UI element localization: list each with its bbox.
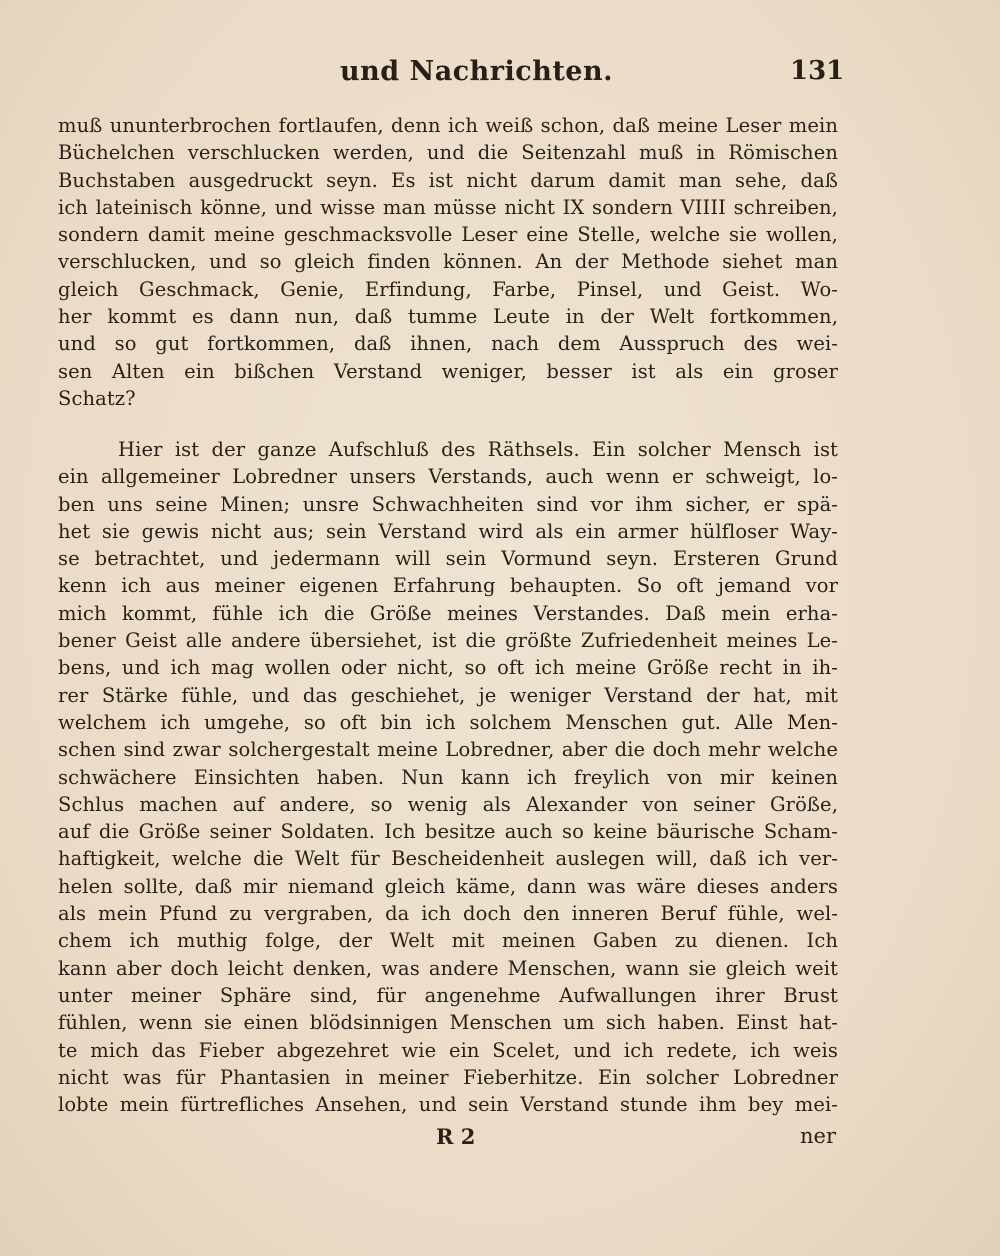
text-line: se betrachtet, und jedermann will sein Vormund seyn. Ersteren Grund: [58, 547, 838, 571]
text-line: schen sind zwar solchergestalt meine Lobredner, aber die doch mehr welche: [58, 738, 838, 762]
text-line: ein allgemeiner Lobredner unsers Verstands, auch wenn er schweigt, lo-: [58, 465, 838, 489]
text-line: bener Geist alle andere übersiehet, ist die größte Zufriedenheit meines Le-: [58, 629, 838, 653]
text-line: mich kommt, fühle ich die Größe meines Verstandes. Daß mein erha-: [58, 601, 838, 625]
paragraph-2: [58, 436, 838, 1118]
text-line: Büchelchen verschlucken werden, und die Seitenzahl muß in Römischen: [58, 141, 838, 165]
text-line: Buchstaben ausgedruckt seyn. Es ist nicht darum damit man sehe, daß: [58, 168, 838, 192]
text-line: auf die Größe seiner Soldaten. Ich besitze auch so keine bäurische Scham-: [58, 820, 838, 844]
text-line: sen Alten ein bißchen Verstand weniger, besser ist als ein groser: [58, 359, 838, 383]
text-line: helen sollte, daß mir niemand gleich käme, dann was wäre dieses anders: [58, 874, 838, 898]
paragraph-1: [58, 112, 838, 412]
text-line: nicht was für Phantasien in meiner Fieberhitze. Ein solcher Lobredner: [58, 1065, 838, 1089]
text-line: als mein Pfund zu vergraben, da ich doch den inneren Beruf fühle, wel-: [58, 902, 838, 926]
page-number: 131: [790, 56, 845, 86]
running-title: und Nachrichten.: [340, 56, 614, 87]
running-head: [0, 56, 1000, 96]
text-line: unter meiner Sphäre sind, für angenehme Aufwallungen ihrer Brust: [58, 983, 838, 1007]
text-line: muß ununterbrochen fortlaufen, denn ich weiß schon, daß meine Leser mein: [58, 114, 838, 137]
catchword: ner: [800, 1124, 836, 1148]
text-line: Schatz?: [58, 386, 136, 410]
text-line: haftigkeit, welche die Welt für Bescheidenheit auslegen will, daß ich ver-: [58, 847, 838, 871]
printer-signature: R 2: [436, 1124, 476, 1149]
text-line: sondern damit meine geschmacksvolle Leser eine Stelle, welche sie wollen,: [58, 223, 838, 247]
text-line: verschlucken, und so gleich finden können. An der Methode siehet man: [58, 250, 838, 274]
text-line: her kommt es dann nun, daß tumme Leute in der Welt fortkommen,: [58, 305, 838, 329]
text-line: Schlus machen auf andere, so wenig als Alexander von seiner Größe,: [58, 792, 838, 816]
text-line: Hier ist der ganze Aufschluß des Räthsels. Ein solcher Mensch ist: [118, 438, 838, 461]
text-line: ben uns seine Minen; unsre Schwachheiten sind vor ihm sicher, er spä-: [58, 492, 838, 516]
text-line: bens, und ich mag wollen oder nicht, so oft ich meine Größe recht in ih-: [58, 656, 838, 680]
text-line: gleich Geschmack, Genie, Erfindung, Farbe, Pinsel, und Geist. Wo-: [58, 277, 838, 301]
text-line: schwächere Einsichten haben. Nun kann ich freylich von mir keinen: [58, 765, 838, 789]
text-line: te mich das Fieber abgezehret wie ein Scelet, und ich redete, ich weis: [58, 1038, 838, 1062]
text-line: und so gut fortkommen, daß ihnen, nach dem Ausspruch des wei-: [58, 332, 838, 356]
text-line: kann aber doch leicht denken, was andere Menschen, wann sie gleich weit: [58, 956, 838, 980]
text-line: het sie gewis nicht aus; sein Verstand wird als ein armer hülfloser Way-: [58, 519, 838, 543]
text-line: chem ich muthig folge, der Welt mit meinen Gaben zu dienen. Ich: [58, 929, 838, 953]
text-line: kenn ich aus meiner eigenen Erfahrung behaupten. So oft jemand vor: [58, 574, 838, 598]
text-line: welchem ich umgehe, so oft bin ich solchem Menschen gut. Alle Men-: [58, 710, 838, 734]
text-line: ich lateinisch könne, und wisse man müsse nicht IX sondern VIIII schreiben,: [58, 195, 838, 219]
text-line: lobte mein fürtrefliches Ansehen, und sein Verstand stunde ihm bey mei-: [58, 1093, 838, 1117]
page-footer: [0, 1124, 1000, 1154]
text-line: fühlen, wenn sie einen blödsinnigen Menschen um sich haben. Einst hat-: [58, 1011, 838, 1035]
text-line: rer Stärke fühle, und das geschiehet, je weniger Verstand der hat, mit: [58, 683, 838, 707]
